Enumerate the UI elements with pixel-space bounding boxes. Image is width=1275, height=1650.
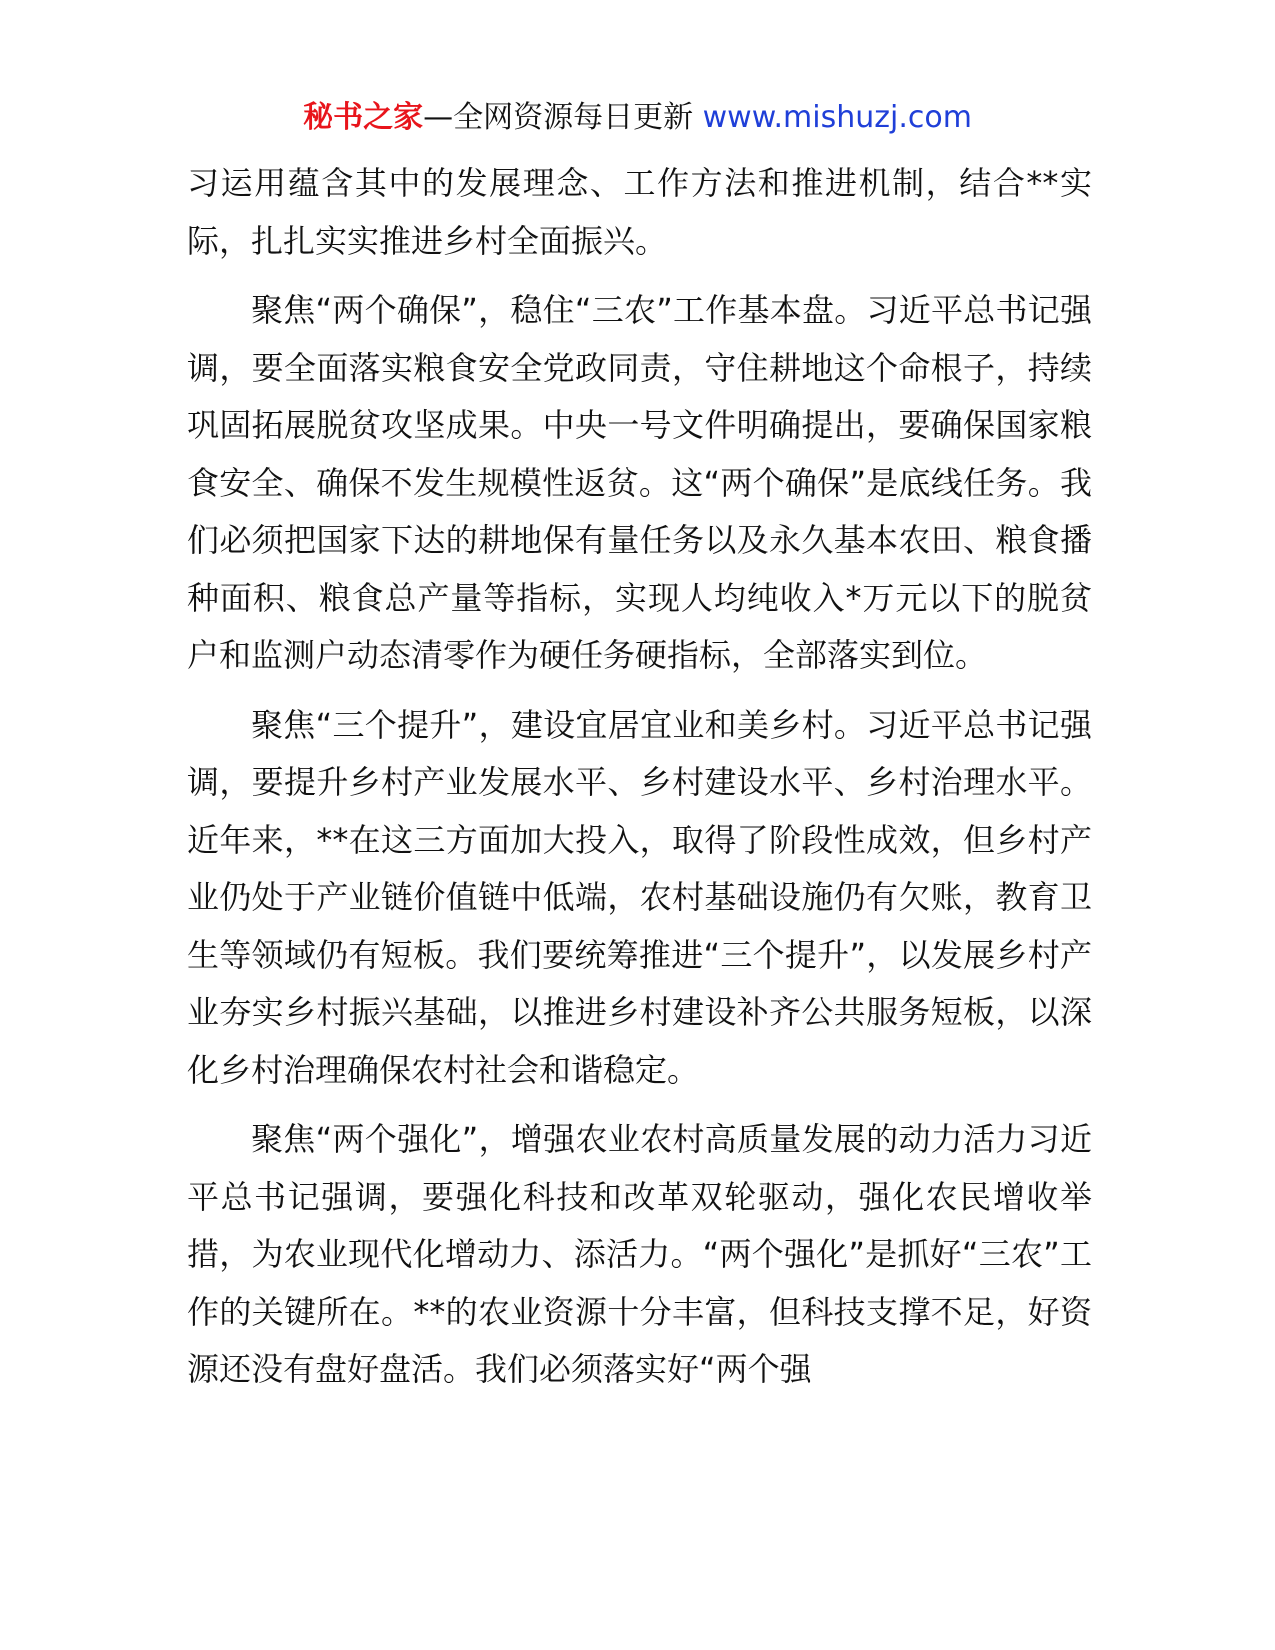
document-body xyxy=(187,155,1092,1399)
header-tagline: —全网资源每日更新 xyxy=(423,100,694,135)
paragraph-4: 聚焦“两个强化”，增强农业农村高质量发展的动力活力习近平总书记强调，要强化科技和改革双轮驱动，强化农民增收举措，为农业现代化增动力、添活力。“两个强化”是抓好“三农”工作的关键所在。**的农业资源十分丰富，但科技支撑不足，好资源还没有盘好盘活。我们必须落实好“两个强 xyxy=(187,1120,1092,1388)
paragraph-2: 聚焦“两个确保”，稳住“三农”工作基本盘。习近平总书记强调，要全面落实粮食安全党政同责，守住耕地这个命根子，持续巩固拓展脱贫攻坚成果。中央一号文件明确提出，要确保国家粮食安全、确保不发生规模性返贫。这“两个确保”是底线任务。我们必须把国家下达的耕地保有量任务以及永久基本农田、粮食播种面积、粮食总产量等指标，实现人均纯收入*万元以下的脱贫户和监测户动态清零作为硬任务硬指标，全部落实到位。 xyxy=(187,291,1092,674)
page-header xyxy=(0,98,1275,138)
paragraph-3: 聚焦“三个提升”，建设宜居宜业和美乡村。习近平总书记强调，要提升乡村产业发展水平、乡村建设水平、乡村治理水平。近年来，**在这三方面加大投入，取得了阶段性成效，但乡村产业仍处于产业链价值链中低端，农村基础设施仍有欠账，教育卫生等领域仍有短板。我们要统筹推进“三个提升”，以发展乡村产业夯实乡村振兴基础，以推进乡村建设补齐公共服务短板，以深化乡村治理确保农村社会和谐稳定。 xyxy=(187,705,1092,1089)
header-url[interactable]: www.mishuzj.com xyxy=(702,100,972,135)
paragraph-1: 习运用蕴含其中的发展理念、工作方法和推进机制，结合**实际，扎扎实实推进乡村全面振兴。 xyxy=(187,164,1092,260)
header-brand: 秘书之家 xyxy=(303,100,424,135)
